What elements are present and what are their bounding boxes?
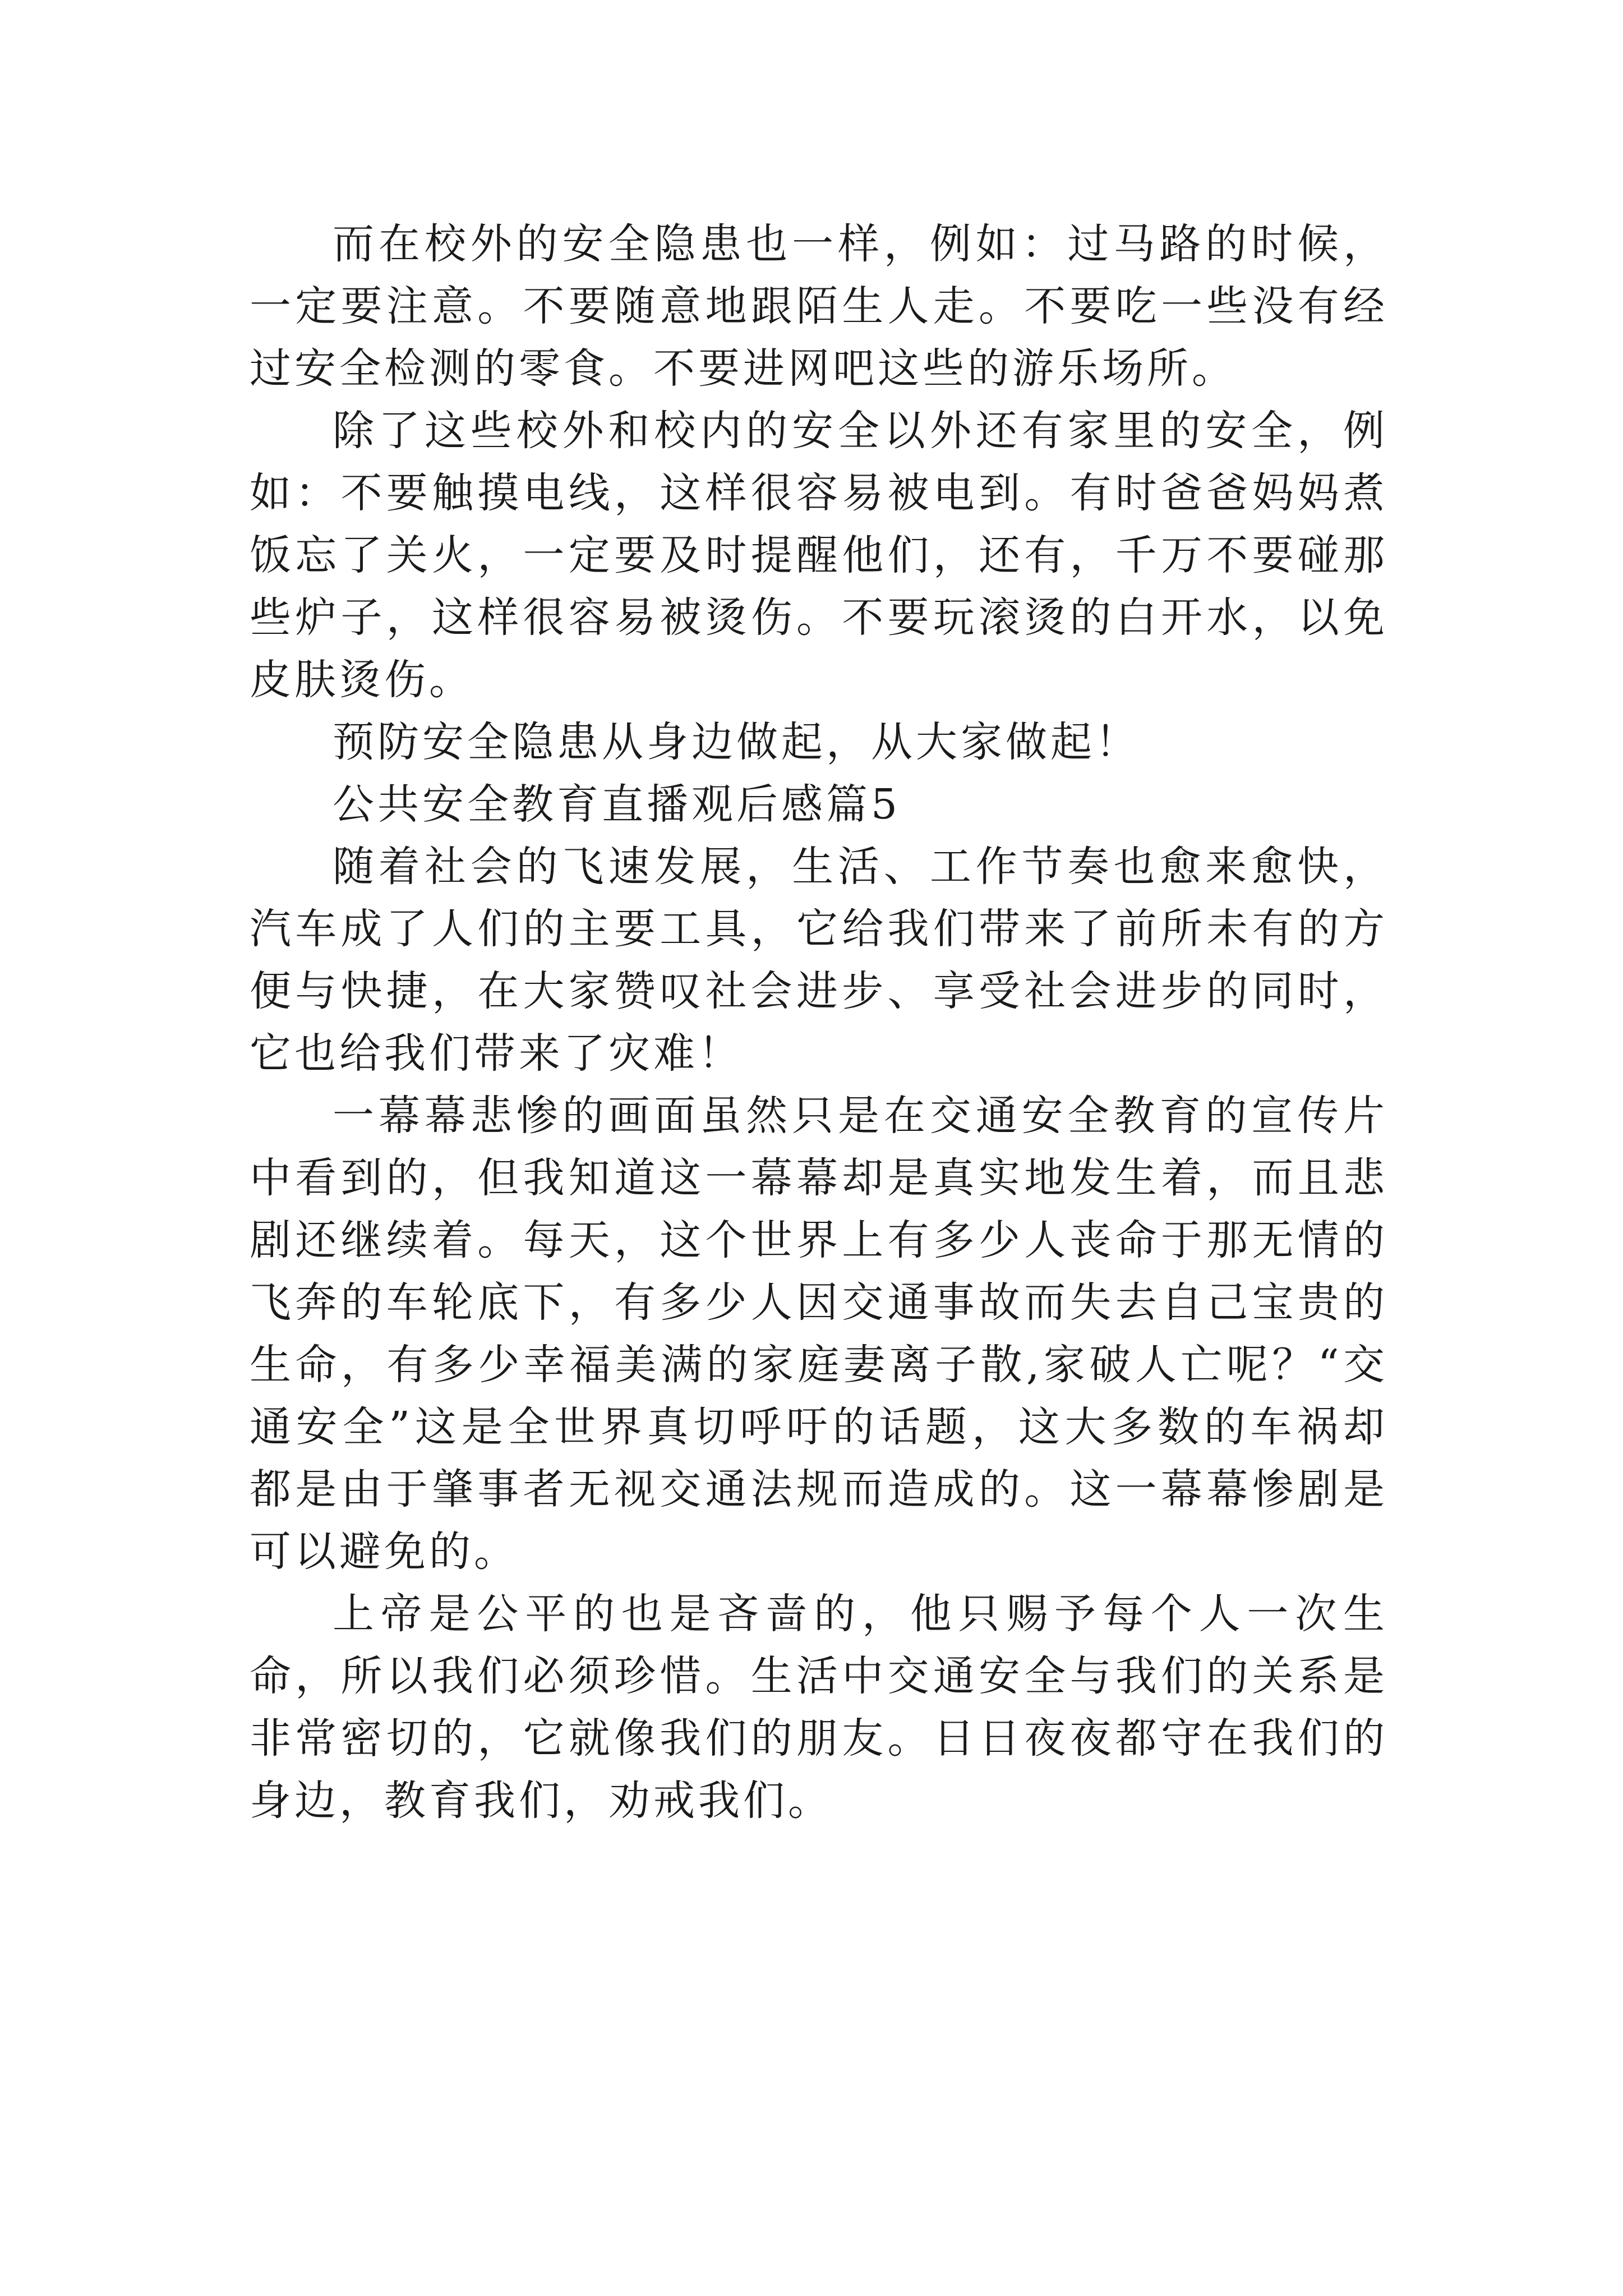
paragraph-society-development: 随着社会的飞速发展，生活、工作节奏也愈来愈快，汽车成了人们的主要工具，它给我们带来了前所未有的方便与快捷，在大家赞叹社会进步、享受社会进步的同时，它也给我们带来了灾难！ <box>250 843 1388 1078</box>
paragraph-tragic-scenes: 一幕幕悲惨的画面虽然只是在交通安全教育的宣传片中看到的，但我知道这一幕幕却是真实地发生着，而且悲剧还继续着。每天，这个世界上有多少人丧命于那无情的飞奔的车轮底下，有多少人因交通事故而失去自己宝贵的生命，有多少幸福美满的家庭妻离子散,家破人亡呢？“交通安全”这是全世界真切呼吁的话题，这大多数的车祸却都是由于肇事者无视交通法规而造成的。这一幕幕惨剧是可以避免的。 <box>250 1092 1388 1576</box>
paragraph-cherish-life: 上帝是公平的也是吝啬的，他只赐予每个人一次生命，所以我们必须珍惜。生活中交通安全与我们的关系是非常密切的，它就像我们的朋友。日日夜夜都守在我们的身边，教育我们，劝戒我们。 <box>250 1590 1388 1825</box>
document-body <box>250 213 1388 1832</box>
paragraph-school-outside-safety: 而在校外的安全隐患也一样，例如：过马路的时候，一定要注意。不要随意地跟陌生人走。不要吃一些没有经过安全检测的零食。不要进网吧这些的游乐场所。 <box>250 220 1388 393</box>
paragraph-home-safety: 除了这些校外和校内的安全以外还有家里的安全，例如：不要触摸电线，这样很容易被电到。有时爸爸妈妈煮饭忘了关火，一定要及时提醒他们，还有，千万不要碰那些炉子，这样很容易被烫伤。不要玩滚烫的白开水，以免皮肤烫伤。 <box>250 407 1388 704</box>
paragraph-prevention-slogan: 预防安全隐患从身边做起，从大家做起！ <box>333 718 1140 766</box>
section-heading: 公共安全教育直播观后感篇5 <box>333 780 901 829</box>
